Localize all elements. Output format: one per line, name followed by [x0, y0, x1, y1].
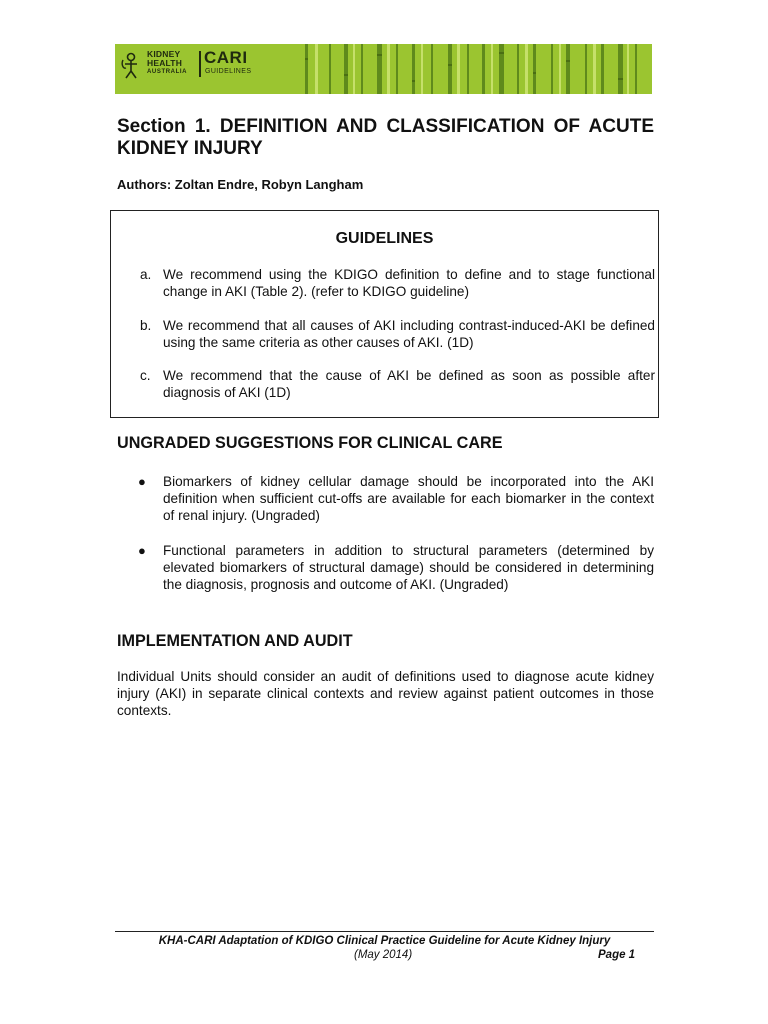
header-banner [115, 44, 652, 94]
audit-heading: IMPLEMENTATION AND AUDIT [117, 632, 353, 650]
footer-date: (May 2014) [354, 949, 413, 961]
guideline-text: We recommend using the KDIGO definition to define and to stage functional change in AKI (Table 2). (refer to KDIGO guideline) [163, 267, 655, 299]
suggestion-item [138, 473, 654, 524]
kidney-health-australia-wordmark [147, 50, 187, 77]
logo-kha-line1: KIDNEY [147, 49, 181, 59]
logo-kha-line3: AUSTRALIA [147, 69, 188, 75]
guideline-item [140, 266, 655, 300]
guideline-marker: b. [140, 318, 152, 333]
kha-cari-logo [115, 44, 263, 94]
footer-divider [115, 931, 654, 932]
page-number: Page 1 [598, 949, 636, 961]
bullet-icon: ● [138, 474, 146, 489]
guidelines-heading: GUIDELINES [335, 230, 434, 247]
guideline-text: We recommend that all causes of AKI including contrast-induced-AKI be defined using the same criteria as other causes of AKI. (1D) [163, 318, 655, 350]
guidelines-box [110, 210, 659, 418]
suggestion-item [138, 542, 654, 593]
logo-divider [199, 51, 201, 77]
audit-paragraph: Individual Units should consider an audit of definitions used to diagnose acute kidney injury (AKI) in separate clinical contexts and review against patient outcomes in those contexts. [117, 669, 654, 718]
suggestions-heading: UNGRADED SUGGESTIONS FOR CLINICAL CARE [117, 434, 503, 452]
guideline-marker: c. [140, 368, 151, 383]
guideline-item [140, 317, 655, 351]
bullet-icon: ● [138, 543, 146, 558]
suggestion-text: Biomarkers of kidney cellular damage should be incorporated into the AKI definition when sufficient cut-offs are available for each biomarker in the context of renal injury. (Ungraded) [163, 474, 654, 523]
logo-cari-subtitle: GUIDELINES [205, 68, 252, 75]
authors: Authors: Zoltan Endre, Robyn Langham [117, 177, 364, 192]
logo-kha-line2: HEALTH [147, 58, 183, 68]
logo-cari: CARI [204, 48, 248, 67]
footer-title: KHA-CARI Adaptation of KDIGO Clinical Practice Guideline for Acute Kidney Injury [158, 935, 611, 947]
guideline-item [140, 367, 655, 401]
guideline-text: We recommend that the cause of AKI be defined as soon as possible after diagnosis of AKI (1D) [163, 368, 655, 400]
kidney-person-icon [121, 52, 141, 80]
suggestion-text: Functional parameters in addition to structural parameters (determined by elevated biomarkers of structural damage) should be considered in determining the diagnosis, prognosis and outcome of AKI. (Ungraded) [163, 543, 654, 592]
page-title: Section 1. DEFINITION AND CLASSIFICATION OF ACUTE KIDNEY INJURY [117, 116, 654, 159]
guideline-marker: a. [140, 267, 152, 282]
